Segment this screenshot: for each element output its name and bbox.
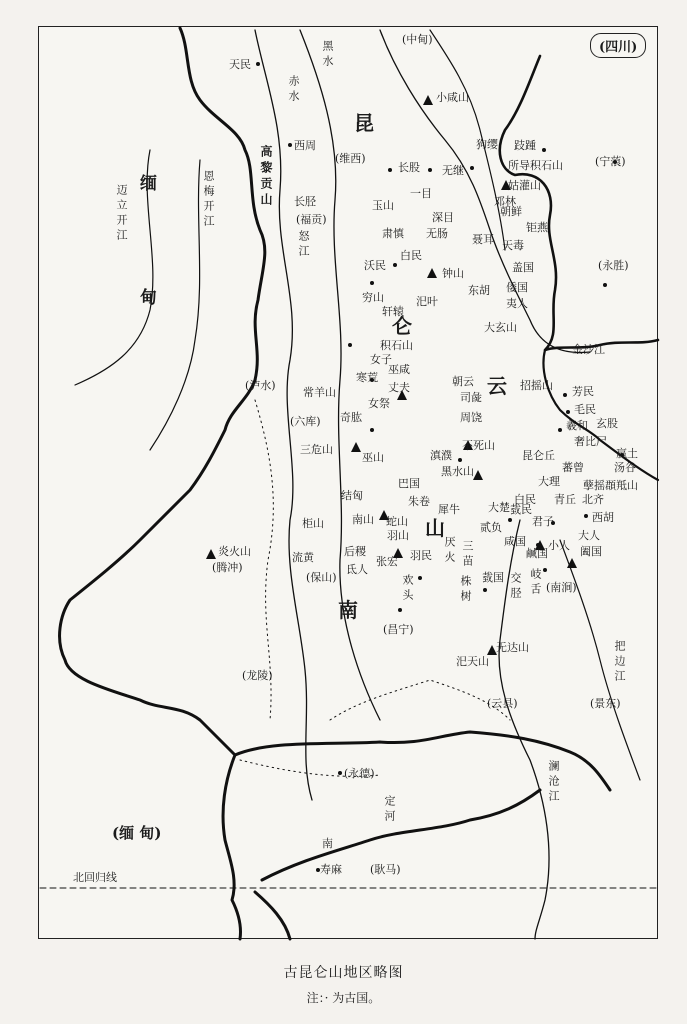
river-nmai-label: 迈立开江 bbox=[115, 184, 128, 244]
place-qianshan: 羽山 bbox=[387, 529, 409, 542]
place-zhuanxiao: 钜燕 bbox=[526, 221, 548, 234]
place-nvzi: 女子 bbox=[370, 353, 392, 366]
place-tengchong: (腾冲) bbox=[212, 561, 243, 574]
region-shan: 山 bbox=[425, 516, 445, 540]
region-sichuan-label: (四川) bbox=[590, 33, 646, 58]
region-burma-south: (缅 甸) bbox=[112, 824, 162, 842]
river-chishui-label: 赤水 bbox=[287, 75, 300, 105]
place-zhuliu: 株树 bbox=[459, 575, 472, 605]
place-buzishan: 不死山 bbox=[462, 439, 495, 452]
place-hanhuang: 寒荒 bbox=[356, 371, 378, 384]
place-tianfan: 天毒 bbox=[502, 239, 524, 252]
place-shouma: 寿麻 bbox=[320, 863, 342, 876]
place-dali: 大理 bbox=[538, 475, 560, 488]
mountain-gaoligong-label: 高黎贡山 bbox=[259, 145, 273, 209]
place-wudashan: 无达山 bbox=[496, 641, 529, 654]
place-wuxian: 巫咸 bbox=[388, 363, 410, 376]
place-chaoxian: 朝鲜 bbox=[500, 205, 522, 218]
place-tanhuo: 滇濮 bbox=[430, 449, 452, 462]
place-nieer: 聂耳 bbox=[472, 233, 494, 246]
place-dachu: 大楚 bbox=[488, 501, 510, 514]
place-liuku: (六库) bbox=[290, 415, 321, 428]
place-zhouzao: 周饶 bbox=[460, 411, 482, 424]
place-dihuang: 氐人 bbox=[346, 563, 368, 576]
place-xiniu: 犀牛 bbox=[438, 503, 460, 516]
place-xihu: 西胡 bbox=[592, 511, 614, 524]
place-jingdong: (景东) bbox=[590, 697, 621, 710]
place-shishi: 奢比尸 bbox=[574, 435, 607, 448]
place-qigu: 奇肱 bbox=[340, 411, 362, 424]
place-yaozhanshan: 孽摇頵羝山 bbox=[583, 479, 638, 492]
place-wuji: 无继 bbox=[442, 164, 464, 177]
river-dingjiang-label: 定河 bbox=[383, 795, 396, 825]
river-babian-label: 把边江 bbox=[613, 640, 626, 685]
place-nvji: 女祭 bbox=[368, 397, 390, 410]
place-yongde: (永德) bbox=[344, 767, 375, 780]
place-kunlunqiu: 昆仑丘 bbox=[522, 449, 555, 462]
place-jiaojing: 交胫 bbox=[509, 572, 522, 602]
river-yuanjiang bbox=[560, 540, 640, 780]
place-qiankan: 北齐 bbox=[582, 493, 604, 506]
place-changjing: 长胫 bbox=[294, 195, 316, 208]
place-zhanghong: 张宏 bbox=[376, 555, 398, 568]
river-enmai bbox=[150, 160, 200, 450]
place-baguo: 巴国 bbox=[398, 477, 420, 490]
place-shesha: 蛇山 bbox=[386, 515, 408, 528]
place-maomin: 毛民 bbox=[574, 403, 596, 416]
place-nanmi: 南 bbox=[322, 837, 333, 850]
place-ninglang: (宁蒗) bbox=[595, 155, 626, 168]
dotted-boundary-2 bbox=[330, 680, 510, 720]
place-huanfu: 欢头 bbox=[401, 574, 414, 604]
place-weixi: (维西) bbox=[335, 152, 366, 165]
place-xizhou: 西周 bbox=[294, 139, 316, 152]
place-siyue: 司彘 bbox=[460, 391, 482, 404]
place-xiaoren: 小人 bbox=[548, 539, 570, 552]
place-yushan: 玉山 bbox=[372, 199, 394, 212]
border-china-burma bbox=[60, 28, 265, 939]
region-lun: 仑 bbox=[392, 314, 412, 338]
place-junzi: 君子 bbox=[532, 515, 554, 528]
place-baoshan: (保山) bbox=[306, 571, 337, 584]
place-changning: (昌宁) bbox=[383, 623, 414, 636]
place-xiaoxianshan: 小咸山 bbox=[436, 91, 469, 104]
place-zhuque: 朱卷 bbox=[408, 495, 430, 508]
place-qingqiu: 青丘 bbox=[554, 493, 576, 506]
place-yizhishan: 所导积石山 bbox=[508, 159, 563, 172]
place-denglin: 邓林 bbox=[494, 195, 516, 208]
place-longling: (龙陵) bbox=[242, 669, 273, 682]
place-sixi: 汜叶 bbox=[416, 295, 438, 308]
place-zhaoyaoshan: 招摇山 bbox=[520, 379, 553, 392]
place-jishishan: 积石山 bbox=[380, 339, 413, 352]
place-wushan: 巫山 bbox=[362, 451, 384, 464]
place-wogo: 倭国 bbox=[506, 281, 528, 294]
place-changgu: 长股 bbox=[398, 161, 420, 174]
place-gaoshan: 柜山 bbox=[302, 517, 324, 530]
place-baimin: 白民 bbox=[400, 249, 422, 262]
place-zhongdian: (中甸) bbox=[402, 33, 433, 46]
region-nan: 南 bbox=[338, 598, 358, 622]
place-xuangu: 玄股 bbox=[596, 417, 618, 430]
place-jiaren: 臷民 bbox=[510, 503, 532, 516]
place-sitianshan: 汜天山 bbox=[456, 655, 489, 668]
region-yun: 云 bbox=[487, 374, 507, 398]
place-fangmin: 芳民 bbox=[572, 385, 594, 398]
place-qiongshan: 穷山 bbox=[362, 291, 384, 304]
place-bairen: 白民 bbox=[514, 493, 536, 506]
place-nianshi: 蕃曾 bbox=[562, 461, 584, 474]
place-luci: (泸水) bbox=[245, 379, 276, 392]
place-zhuanguo: 臷国 bbox=[482, 571, 504, 584]
place-gaiguo: 盖国 bbox=[512, 261, 534, 274]
place-xihe: 羲和 bbox=[566, 419, 588, 432]
place-gengma: (耿马) bbox=[370, 863, 401, 876]
place-changyangshan: 常羊山 bbox=[303, 386, 336, 399]
region-burma-1: 缅 bbox=[140, 174, 157, 194]
place-wuchang: 无肠 bbox=[426, 227, 448, 240]
place-shenmu: 深目 bbox=[432, 211, 454, 224]
place-yunxian: (云县) bbox=[487, 697, 518, 710]
map-caption: 古昆仑山地区略图 bbox=[283, 965, 404, 981]
region-burma-2: 甸 bbox=[140, 288, 157, 308]
place-zhangfu: 丈夫 bbox=[388, 381, 410, 394]
place-jiefeng: 结匈 bbox=[341, 489, 363, 502]
place-donghu: 东胡 bbox=[468, 284, 490, 297]
place-yimu: 一目 bbox=[410, 187, 432, 200]
place-yiren: 夷人 bbox=[506, 297, 528, 310]
place-zhongshan: 钟山 bbox=[442, 267, 464, 280]
place-yuguo: 鹹国 bbox=[526, 547, 548, 560]
tropic-label: 北回归线 bbox=[70, 872, 120, 883]
place-tangu: 汤谷 bbox=[614, 461, 636, 474]
place-sanweishan: 三危山 bbox=[300, 443, 333, 456]
place-gushanshan: 姑灌山 bbox=[508, 179, 541, 192]
place-ziguo: 阖国 bbox=[580, 545, 602, 558]
place-tuguo: 咸国 bbox=[504, 535, 526, 548]
region-kun: 昆 bbox=[354, 111, 374, 135]
place-fugong: (福贡) bbox=[296, 213, 327, 226]
place-tianmin: 天民 bbox=[229, 58, 251, 71]
place-liuhuang: 流黄 bbox=[292, 551, 314, 564]
place-yanhuo: 厌火 bbox=[443, 536, 456, 566]
river-jinsha-label: 金沙江 bbox=[572, 343, 605, 356]
place-sushen: 肃慎 bbox=[382, 227, 404, 240]
river-lancang-label: 澜沧江 bbox=[547, 760, 560, 805]
place-houji: 后稷 bbox=[344, 545, 366, 558]
place-yumin: 羽民 bbox=[410, 549, 432, 562]
place-yiyu: 贰负 bbox=[480, 521, 502, 534]
place-xuanyuan: 轩辕 bbox=[382, 305, 404, 318]
place-yongsheng: (永胜) bbox=[598, 259, 629, 272]
river-nu-label: 怒江 bbox=[297, 230, 310, 260]
border-sichuan-2 bbox=[543, 350, 658, 480]
place-nanjian: (南涧) bbox=[546, 581, 577, 594]
river-heishui-label: 黑水 bbox=[321, 40, 334, 70]
place-qishe: 岐舌 bbox=[529, 568, 542, 598]
place-chaoyun: 朝云 bbox=[452, 375, 474, 388]
place-yanhuoshan: 炎火山 bbox=[218, 545, 251, 558]
place-yingtu: 嬴土 bbox=[616, 447, 638, 460]
place-goucai: 狗缨 bbox=[476, 138, 498, 151]
river-enmai-label: 恩梅开江 bbox=[202, 170, 215, 230]
place-heishuishan: 黑水山 bbox=[441, 465, 474, 478]
place-nanshan: 南山 bbox=[352, 513, 374, 526]
place-woqmin: 沃民 bbox=[364, 259, 386, 272]
place-zhizhong: 跂踵 bbox=[514, 139, 536, 152]
border-south-3 bbox=[255, 892, 290, 939]
border-south-2 bbox=[262, 790, 540, 880]
place-daren: 大人 bbox=[578, 529, 600, 542]
map-note: 注：· 为古国。 bbox=[306, 991, 381, 1005]
place-daxuanshan: 大玄山 bbox=[484, 321, 517, 334]
place-sanmiao: 三苗 bbox=[461, 540, 474, 570]
